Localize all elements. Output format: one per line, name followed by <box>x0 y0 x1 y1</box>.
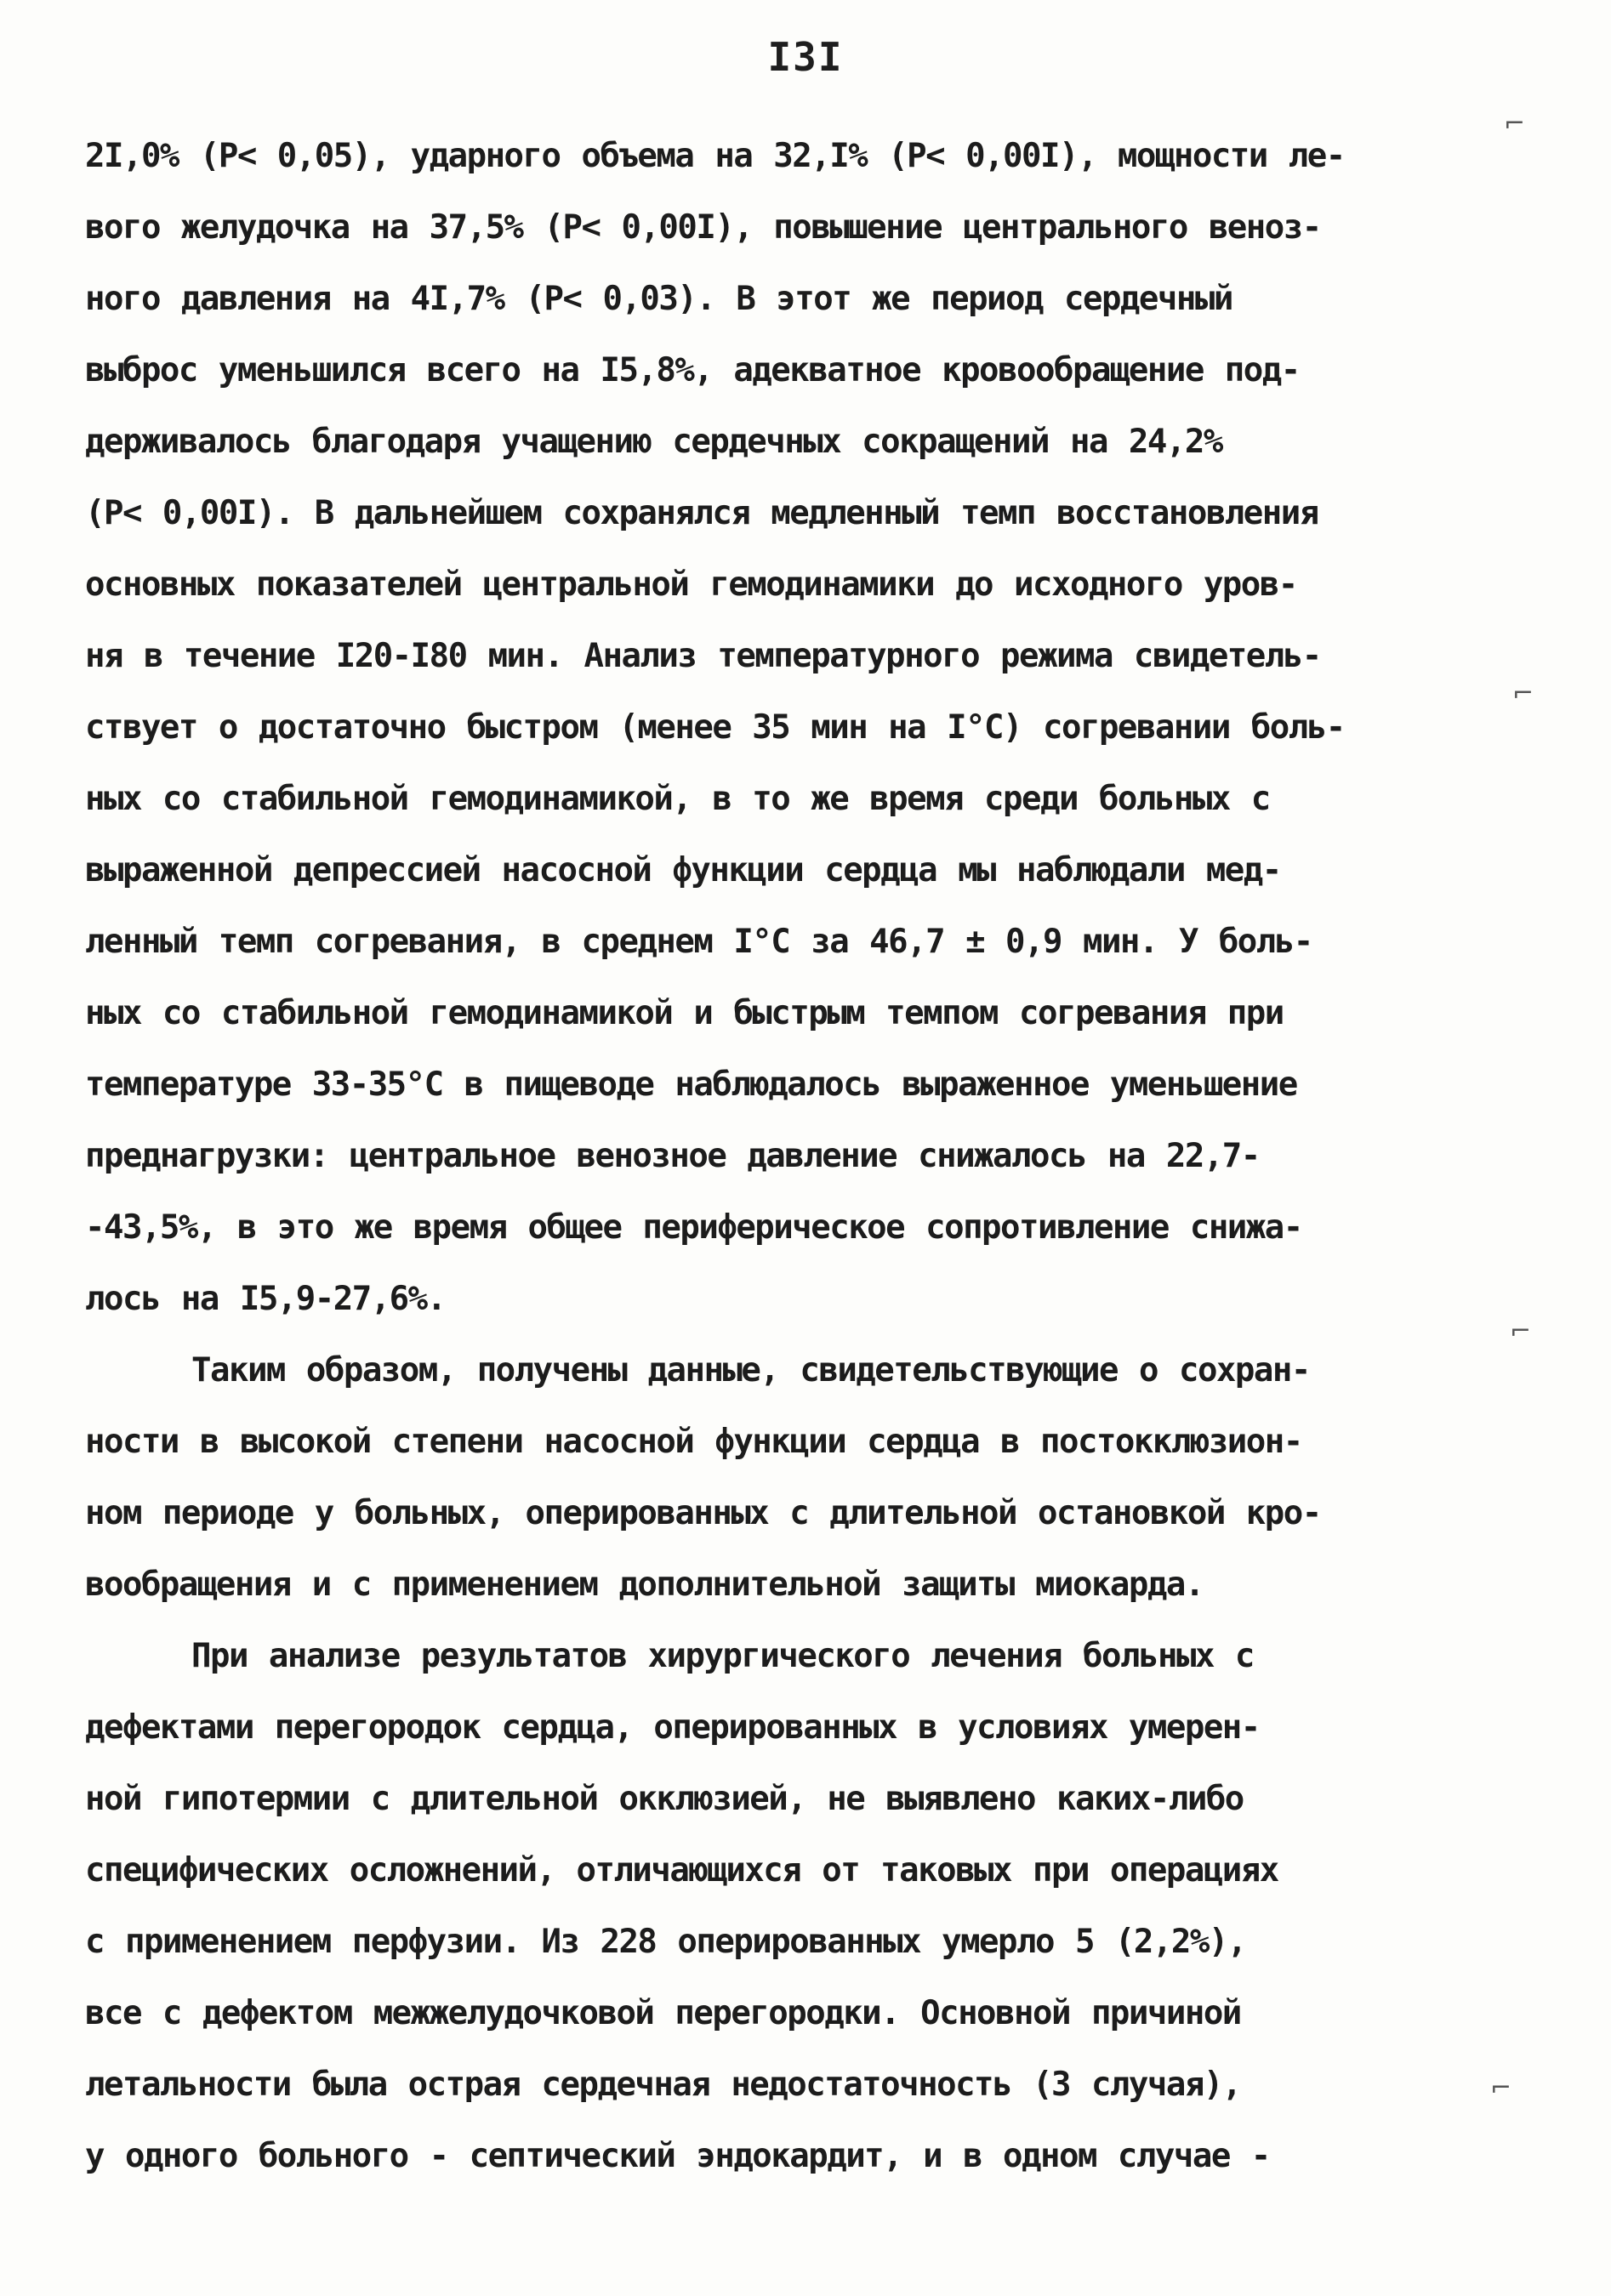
text-line: лось на I5,9-27,6%. <box>85 1280 446 1318</box>
text-line: специфических осложнений, отличающихся от таковых при операциях <box>85 1851 1278 1890</box>
margin-mark: ⌐ <box>1510 1316 1532 1346</box>
text-line: ных со стабильной гемодинамикой и быстрым темпом согревания при <box>85 994 1284 1032</box>
text-line: у одного больного - септический эндокардит, и в одном случае - <box>85 2137 1270 2175</box>
text-line: ня в течение I20-I80 мин. Анализ температурного режима свидетель- <box>85 637 1321 675</box>
margin-mark: ⌐ <box>1512 679 1534 708</box>
page-number: I3I <box>767 34 844 80</box>
margin-mark: ⌐ <box>1504 109 1526 139</box>
text-line: основных показателей центральной гемодинамики до исходного уров- <box>85 565 1297 604</box>
text-line: летальности была острая сердечная недостаточность (3 случая), <box>85 2066 1241 2104</box>
text-line: дефектами перегородок сердца, оперированных в условиях умерен- <box>85 1708 1260 1747</box>
text-line: ствует о достаточно быстром (менее 35 мин на I°C) согревании боль- <box>85 708 1345 747</box>
text-line: все с дефектом межжелудочковой перегородки. Основной причиной <box>85 1994 1241 2032</box>
text-line: выброс уменьшился всего на I5,8%, адекватное кровообращение под- <box>85 351 1300 389</box>
text-line: (P< 0,00I). В дальнейшем сохранялся медленный темп восстановления <box>85 494 1318 532</box>
text-line: выраженной депрессией насосной функции сердца мы наблюдали мед- <box>85 851 1281 889</box>
text-line: вообращения и с применением дополнительной защиты миокарда. <box>85 1566 1204 1604</box>
text-line: ности в высокой степени насосной функции сердца в постокклюзион- <box>85 1423 1302 1461</box>
text-line: ных со стабильной гемодинамикой, в то же время среди больных с <box>85 780 1270 818</box>
margin-mark: ⌐ <box>1490 2073 1512 2103</box>
text-line: ленный темп согревания, в среднем I°C за 46,7 ± 0,9 мин. У боль- <box>85 923 1312 961</box>
text-line: -43,5%, в это же время общее периферическое сопротивление снижа- <box>85 1208 1302 1247</box>
text-line: вого желудочка на 37,5% (P< 0,00I), повышение центрального веноз- <box>85 208 1321 247</box>
text-line: ного давления на 4I,7% (P< 0,03). В этот же период сердечный <box>85 280 1232 318</box>
text-line: с применением перфузии. Из 228 оперированных умерло 5 (2,2%), <box>85 1923 1246 1961</box>
text-line: 2I,0% (P< 0,05), ударного объема на 32,I% (P< 0,00I), мощности ле- <box>85 137 1345 175</box>
text-line: преднагрузки: центральное венозное давление снижалось на 22,7- <box>85 1137 1260 1175</box>
text-line: ном периоде у больных, оперированных с длительной остановкой кро- <box>85 1494 1321 1532</box>
text-line: При анализе результатов хирургического лечения больных с <box>191 1637 1254 1675</box>
text-line: Таким образом, получены данные, свидетельствующие о сохран- <box>191 1351 1310 1390</box>
text-line: температуре 33-35°C в пищеводе наблюдалось выраженное уменьшение <box>85 1066 1297 1104</box>
text-line: держивалось благодаря учащению сердечных сокращений на 24,2% <box>85 423 1222 461</box>
body-text <box>85 121 1531 2192</box>
text-line: ной гипотермии с длительной окклюзией, не выявлено каких-либо <box>85 1780 1244 1818</box>
